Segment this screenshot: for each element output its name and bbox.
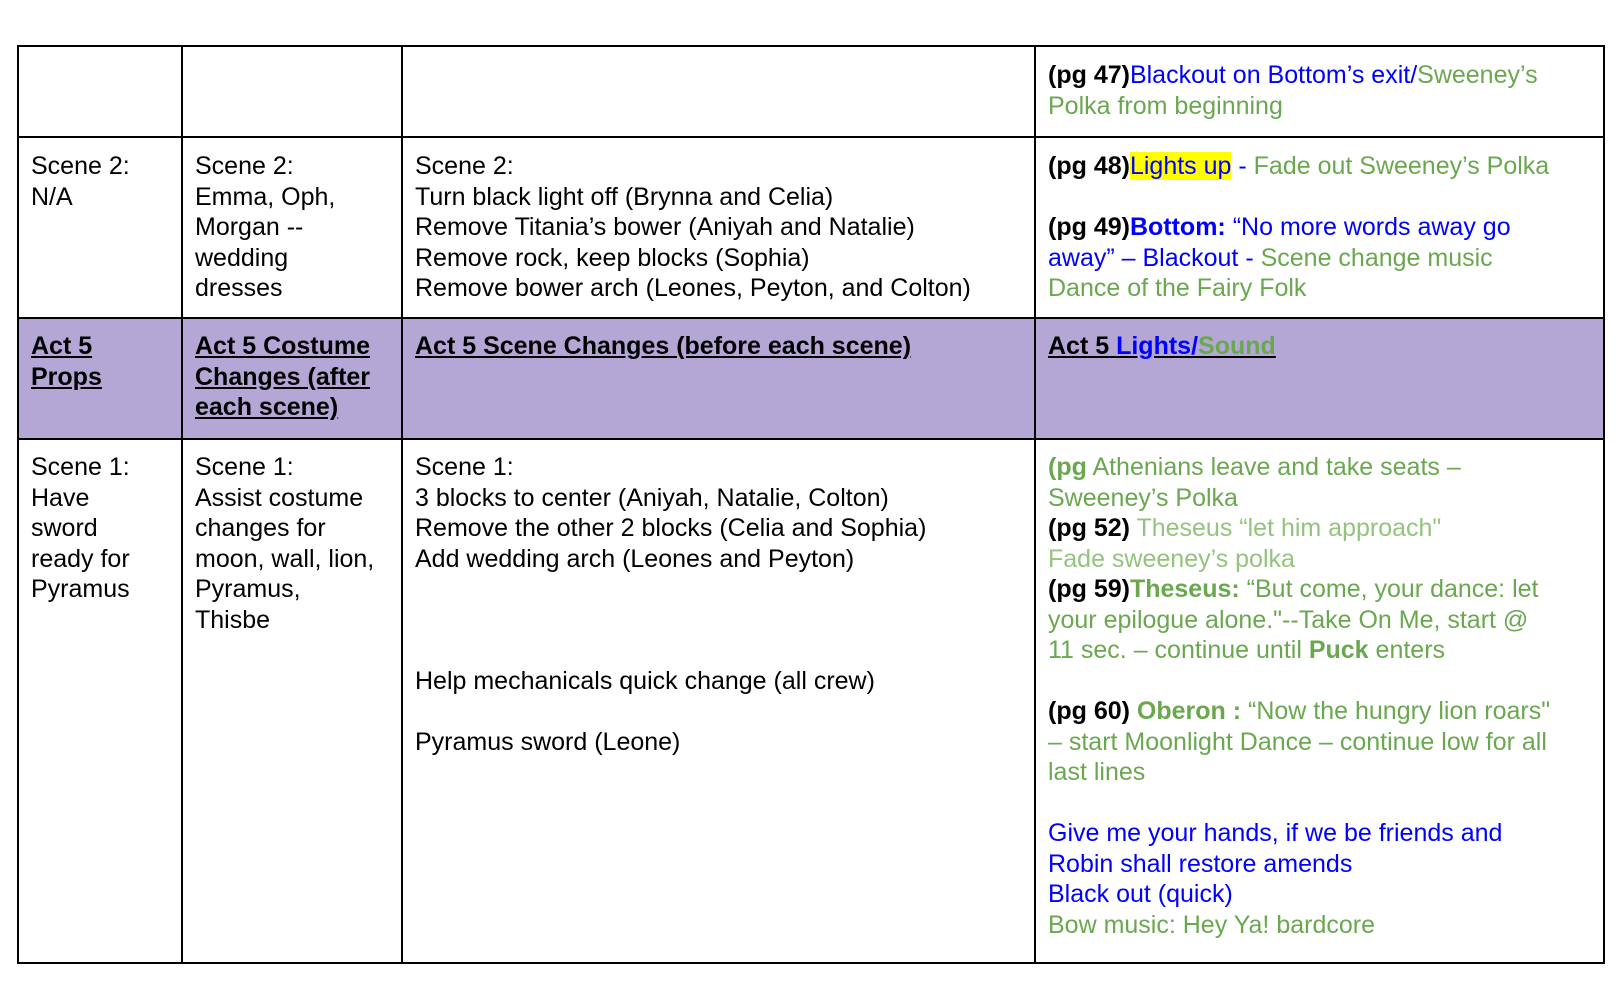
lights-sound-cell[interactable]: [1035, 46, 1604, 137]
column-heading: Act 5: [31, 332, 93, 360]
table-row-act4-scene1-end: [18, 46, 1604, 137]
props-cell[interactable]: [18, 439, 182, 963]
heading-sound: Sound: [1198, 332, 1276, 360]
sound-cue: Sweeney’s: [1417, 61, 1538, 89]
scene-changes-cell[interactable]: [402, 46, 1035, 137]
cell-line: Emma, Oph,: [195, 182, 336, 211]
cell-line: wedding: [195, 243, 289, 272]
column-heading: Act 5 Scene Changes (before each scene): [415, 332, 912, 360]
cell-line: Pyramus,: [195, 575, 301, 603]
page-ref: (pg 60): [1048, 697, 1130, 725]
cell-line: Help mechanicals quick change (all crew): [415, 666, 875, 695]
light-cue: Blackout on Bottom’s exit/: [1129, 61, 1418, 89]
light-cue: Robin shall restore amends: [1048, 849, 1353, 878]
spacer: [1048, 788, 1592, 819]
cue-line: [1048, 60, 1592, 91]
cue-line: [1048, 243, 1592, 274]
sound-cue: Dance of the Fairy Folk: [1048, 274, 1307, 302]
cell-line: Scene 1:: [31, 453, 130, 481]
sound-cue: Fade out Sweeney’s Polka: [1253, 152, 1550, 180]
character-name: Oberon :: [1129, 697, 1242, 725]
sound-cue: Bow music: Hey Ya! bardcore: [1048, 910, 1375, 939]
page-ref: (pg 52): [1048, 514, 1130, 542]
character-name: Theseus:: [1129, 575, 1240, 603]
cell-line: Turn black light off (Brynna and Celia): [415, 182, 834, 211]
cell-line: Pyramus: [31, 575, 130, 603]
cell-line: Scene 1:: [415, 453, 514, 481]
cell-line: Remove bower arch (Leones, Peyton, and Colton): [415, 274, 971, 302]
cell-line: Remove Titania’s bower (Aniyah and Natalie): [415, 213, 915, 241]
sound-cue: Polka from beginning: [1048, 91, 1283, 120]
cue-sheet-table: [17, 45, 1605, 964]
sound-cue: 11 sec. – continue until: [1048, 636, 1309, 664]
heading-lights: Lights/: [1116, 332, 1199, 360]
sound-cue: Scene change music: [1260, 243, 1493, 272]
costumes-cell[interactable]: [182, 46, 402, 137]
page-ref: (pg: [1048, 453, 1087, 481]
page-ref: (pg 49): [1048, 213, 1130, 241]
column-heading: Changes (after: [195, 362, 371, 391]
sound-cue: Fade sweeney’s polka: [1048, 544, 1295, 573]
cue-line: [1048, 635, 1592, 666]
heading-prefix: Act 5: [1048, 332, 1117, 360]
column-heading: Act 5 Costume: [195, 332, 371, 360]
cue-line: [1048, 452, 1592, 483]
sound-cue: last lines: [1048, 758, 1146, 786]
sound-cue: “Now the hungry lion roars": [1241, 697, 1551, 725]
table-row-act5-header: [18, 318, 1604, 439]
light-cue: away” – Blackout -: [1048, 243, 1261, 272]
sound-cue: enters: [1368, 636, 1446, 664]
column-heading: each scene): [195, 393, 339, 421]
cell-line: changes for: [195, 514, 326, 542]
scene-changes-cell[interactable]: [402, 137, 1035, 318]
cell-line: moon, wall, lion,: [195, 544, 375, 573]
column-heading: Props: [31, 362, 102, 391]
separator: -: [1231, 152, 1254, 180]
sound-cue: Athenians leave and take seats –: [1086, 453, 1461, 481]
cell-line: Scene 2:: [31, 152, 130, 180]
cell-line: dresses: [195, 274, 283, 302]
spacer: [415, 574, 1023, 635]
table-row-scene2: [18, 137, 1604, 318]
costumes-cell[interactable]: [182, 439, 402, 963]
light-cue: Give me your hands, if we be friends and: [1048, 819, 1503, 847]
costumes-cell[interactable]: [182, 137, 402, 318]
scene-changes-cell[interactable]: [402, 439, 1035, 963]
cell-line: Morgan --: [195, 213, 304, 241]
lights-sound-cell[interactable]: [1035, 137, 1604, 318]
sound-cue: “But come, your dance: let: [1239, 575, 1539, 603]
cell-line: Remove rock, keep blocks (Sophia): [415, 243, 810, 272]
spacer: [415, 696, 1023, 727]
character-name: Puck: [1308, 636, 1369, 664]
page-ref: (pg 47): [1048, 61, 1130, 89]
cell-line: Have: [31, 483, 90, 512]
props-cell[interactable]: [18, 137, 182, 318]
cell-line: N/A: [31, 182, 73, 211]
light-cue: Lights up: [1129, 152, 1232, 180]
header-costumes-cell[interactable]: [182, 318, 402, 439]
cue-line: [1048, 574, 1592, 605]
cell-line: sword: [31, 514, 98, 542]
cell-line: Scene 2:: [415, 152, 514, 180]
header-scene-changes-cell[interactable]: [402, 318, 1035, 439]
table-row-act5-scene1: [18, 439, 1604, 963]
lights-sound-cell[interactable]: [1035, 439, 1604, 963]
page-ref: (pg 48): [1048, 152, 1130, 180]
cell-line: Remove the other 2 blocks (Celia and Sophia): [415, 514, 927, 542]
cell-line: 3 blocks to center (Aniyah, Natalie, Colton): [415, 483, 889, 512]
cell-line: Assist costume: [195, 483, 364, 512]
light-cue: “No more words away go: [1225, 213, 1511, 241]
spacer: [1048, 182, 1592, 213]
cue-line: [1048, 696, 1592, 727]
sound-cue: Theseus “let him approach": [1129, 514, 1442, 542]
sound-cue: Sweeney’s Polka: [1048, 483, 1238, 512]
cue-line: [1048, 513, 1592, 544]
cell-line: Thisbe: [195, 605, 271, 634]
spacer: [415, 635, 1023, 666]
cell-line: Add wedding arch (Leones and Peyton): [415, 544, 855, 573]
header-props-cell[interactable]: [18, 318, 182, 439]
header-lights-sound-cell[interactable]: [1035, 318, 1604, 439]
cue-line: [1048, 151, 1592, 182]
sound-cue: your epilogue alone."--Take On Me, start @: [1048, 605, 1529, 634]
page-ref: (pg 59): [1048, 575, 1130, 603]
light-cue: Black out (quick): [1048, 880, 1233, 908]
cell-line: Scene 1:: [195, 453, 294, 481]
cell-line: ready for: [31, 544, 130, 573]
sound-cue: – start Moonlight Dance – continue low for all: [1048, 727, 1547, 756]
cell-line: Pyramus sword (Leone): [415, 727, 681, 756]
props-cell[interactable]: [18, 46, 182, 137]
cue-line: [1048, 212, 1592, 243]
column-heading: [1048, 331, 1592, 362]
spacer: [1048, 666, 1592, 697]
cell-line: Scene 2:: [195, 152, 294, 180]
character-name: Bottom:: [1129, 213, 1226, 241]
